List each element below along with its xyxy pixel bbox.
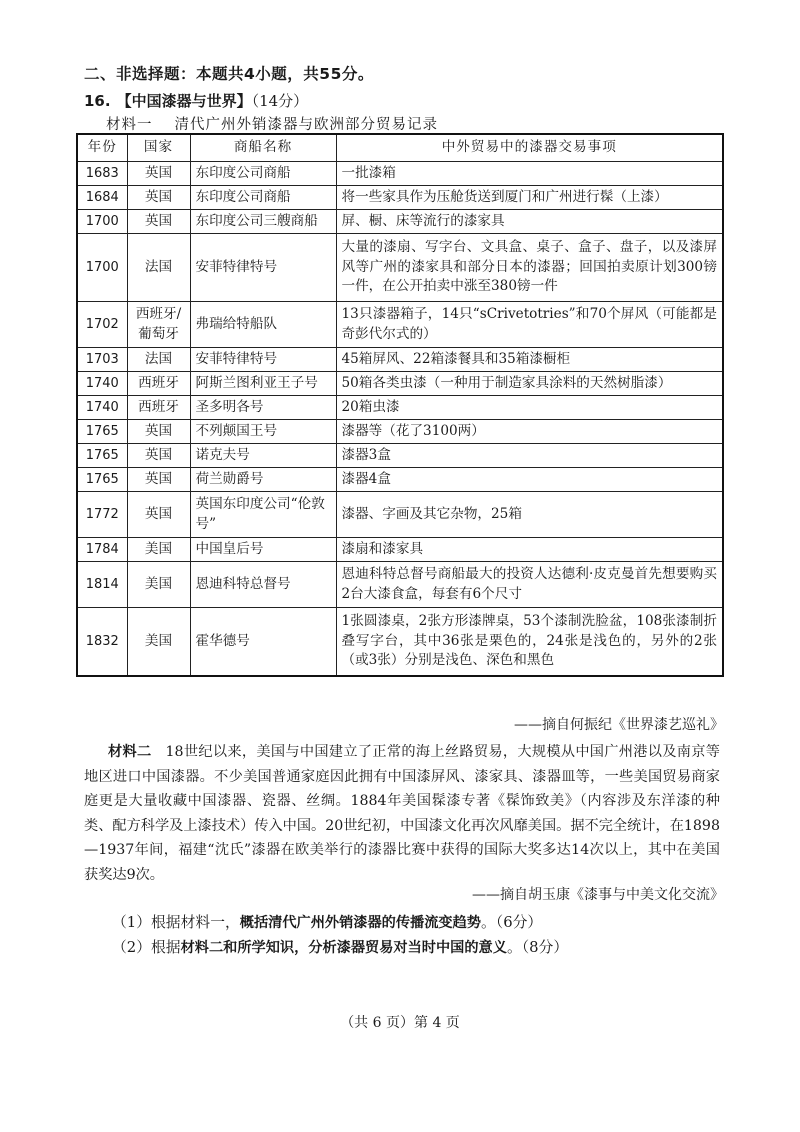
cell-item: 50箱各类虫漆（一种用于制造家具涂料的天然树脂漆） xyxy=(336,372,723,396)
trade-record-table xyxy=(76,133,724,677)
cell-year: 1765 xyxy=(77,420,127,444)
cell-ship: 弗瑞给特船队 xyxy=(190,302,336,348)
header-item: 中外贸易中的漆器交易事项 xyxy=(336,134,723,162)
material1-source: ——摘自何振纪《世界漆艺巡礼》 xyxy=(514,717,724,733)
sub-question-1 xyxy=(112,911,542,932)
cell-ship: 荷兰勋爵号 xyxy=(190,468,336,492)
cell-item: 漆器3盒 xyxy=(336,444,723,468)
cell-item: 漆扇和漆家具 xyxy=(336,538,723,562)
cell-ship: 恩迪科特总督号 xyxy=(190,562,336,608)
cell-year: 1683 xyxy=(77,162,127,186)
table-row xyxy=(77,538,723,562)
cell-year: 1814 xyxy=(77,562,127,608)
cell-item: 13只漆器箱子，14只“sCrivetotries”和70个屏风（可能都是奇彭代尔式的） xyxy=(336,302,723,348)
cell-item: 45箱屏风、22箱漆餐具和35箱漆橱柜 xyxy=(336,348,723,372)
table-row xyxy=(77,348,723,372)
cell-ship: 东印度公司商船 xyxy=(190,162,336,186)
material1-caption xyxy=(106,113,438,134)
material1-title: 清代广州外销漆器与欧洲部分贸易记录 xyxy=(174,117,438,133)
cell-ship: 东印度公司三艘商船 xyxy=(190,210,336,234)
cell-ship: 东印度公司商船 xyxy=(190,186,336,210)
sub-question-2-points: 。（8分） xyxy=(506,939,569,956)
table-row xyxy=(77,468,723,492)
sub-question-1-prefix: （1）根据材料一， xyxy=(112,914,240,931)
cell-country: 西班牙 xyxy=(127,396,190,420)
material2-paragraph xyxy=(84,740,720,887)
cell-ship: 不列颠国王号 xyxy=(190,420,336,444)
cell-item: 漆器等（花了3100两） xyxy=(336,420,723,444)
cell-country: 英国 xyxy=(127,492,190,538)
table-row xyxy=(77,210,723,234)
cell-year: 1740 xyxy=(77,372,127,396)
cell-year: 1700 xyxy=(77,210,127,234)
table-row xyxy=(77,608,723,676)
cell-ship: 安菲特律特号 xyxy=(190,234,336,302)
cell-country: 英国 xyxy=(127,420,190,444)
cell-country: 英国 xyxy=(127,444,190,468)
table-row xyxy=(77,396,723,420)
cell-year: 1765 xyxy=(77,468,127,492)
sub-question-2-prefix: （2）根据 xyxy=(112,939,181,956)
question-points: （14分） xyxy=(251,92,309,110)
cell-item: 一批漆箱 xyxy=(336,162,723,186)
sub-question-2 xyxy=(112,936,568,957)
cell-country: 西班牙 xyxy=(127,372,190,396)
table-row xyxy=(77,234,723,302)
cell-country: 西班牙/葡萄牙 xyxy=(127,302,190,348)
table-row xyxy=(77,162,723,186)
header-ship: 商船名称 xyxy=(190,134,336,162)
question-heading xyxy=(84,90,308,111)
cell-item: 20箱虫漆 xyxy=(336,396,723,420)
material2-source: ——摘自胡玉康《漆事与中美文化交流》 xyxy=(472,887,724,903)
table-row xyxy=(77,492,723,538)
header-country: 国家 xyxy=(127,134,190,162)
cell-ship: 圣多明各号 xyxy=(190,396,336,420)
table-row xyxy=(77,420,723,444)
cell-year: 1703 xyxy=(77,348,127,372)
cell-ship: 诺克夫号 xyxy=(190,444,336,468)
cell-item: 大量的漆扇、写字台、文具盒、桌子、盒子、盘子，以及漆屏风等广州的漆家具和部分日本的漆器；回国拍卖原计划300镑一件，在公开拍卖中涨至380镑一件 xyxy=(336,234,723,302)
cell-country: 法国 xyxy=(127,348,190,372)
cell-item: 屏、橱、床等流行的漆家具 xyxy=(336,210,723,234)
cell-year: 1832 xyxy=(77,608,127,676)
header-year: 年份 xyxy=(77,134,127,162)
cell-year: 1684 xyxy=(77,186,127,210)
question-number: 16. xyxy=(84,92,111,110)
cell-year: 1700 xyxy=(77,234,127,302)
table-row xyxy=(77,444,723,468)
material2-text: 18世纪以来，美国与中国建立了正常的海上丝路贸易，大规模从中国广州港以及南京等地区进口中国漆器。不少美国普通家庭因此拥有中国漆屏风、漆家具、漆器皿等，一些美国贸易商家庭更是大量收藏中国漆器、瓷器、丝绸。1884年美国髹漆专著《髹饰致美》（内容涉及东洋漆的种类、配方科学及上漆技术）传入中国。20世纪初，中国漆文化再次风靡美国。据不完全统计，在1898—1937年间，福建“沈氏”漆器在欧美举行的漆器比赛中获得的国际大奖多达14次以上，其中在美国获奖达9次。 xyxy=(84,744,720,883)
cell-country: 英国 xyxy=(127,468,190,492)
cell-year: 1772 xyxy=(77,492,127,538)
material2-label: 材料二 xyxy=(108,744,152,760)
table-row xyxy=(77,562,723,608)
cell-year: 1740 xyxy=(77,396,127,420)
cell-country: 美国 xyxy=(127,538,190,562)
cell-ship: 阿斯兰图利亚王子号 xyxy=(190,372,336,396)
cell-item: 漆器4盒 xyxy=(336,468,723,492)
table-row xyxy=(77,372,723,396)
sub-question-2-task: 材料二和所学知识，分析漆器贸易对当时中国的意义 xyxy=(180,940,507,956)
material1-label: 材料一 xyxy=(106,117,153,133)
page-footer: （共 6 页）第 4 页 xyxy=(340,1015,460,1031)
cell-ship: 中国皇后号 xyxy=(190,538,336,562)
table-header-row xyxy=(77,134,723,162)
table-body xyxy=(77,162,723,676)
cell-country: 英国 xyxy=(127,186,190,210)
cell-item: 恩迪科特总督号商船最大的投资人达德利·皮克曼首先想要购买2台大漆食盒，每套有6个尺寸 xyxy=(336,562,723,608)
cell-year: 1702 xyxy=(77,302,127,348)
cell-country: 法国 xyxy=(127,234,190,302)
question-title: 【中国漆器与世界】 xyxy=(116,92,252,110)
sub-question-1-points: 。（6分） xyxy=(481,914,543,931)
cell-country: 美国 xyxy=(127,562,190,608)
cell-country: 美国 xyxy=(127,608,190,676)
cell-ship: 安菲特律特号 xyxy=(190,348,336,372)
cell-year: 1784 xyxy=(77,538,127,562)
cell-country: 英国 xyxy=(127,162,190,186)
cell-ship: 英国东印度公司“伦敦号” xyxy=(190,492,336,538)
cell-item: 1张圆漆桌，2张方形漆牌桌，53个漆制洗脸盆，108张漆制折叠写字台，其中36张是栗色的，24张是浅色的，另外的2张（或3张）分别是浅色、深色和黑色 xyxy=(336,608,723,676)
section-title: 二、非选择题：本题共4小题，共55分。 xyxy=(84,65,374,83)
cell-item: 漆器、字画及其它杂物，25箱 xyxy=(336,492,723,538)
table-row xyxy=(77,186,723,210)
cell-country: 英国 xyxy=(127,210,190,234)
sub-question-1-task: 概括清代广州外销漆器的传播流变趋势 xyxy=(239,915,481,931)
cell-item: 将一些家具作为压舱货送到厦门和广州进行髹（上漆） xyxy=(336,186,723,210)
table-row xyxy=(77,302,723,348)
cell-ship: 霍华德号 xyxy=(190,608,336,676)
cell-year: 1765 xyxy=(77,444,127,468)
